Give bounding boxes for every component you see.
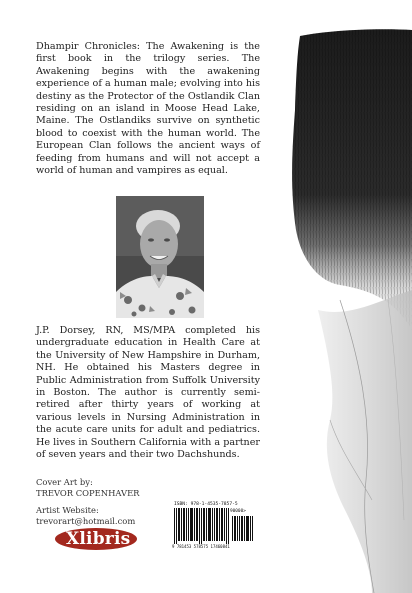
book-description: Dhampir Chronicles: The Awakening is the first book in the trilogy series. The Awakening begins with the awakening experience of a human male; evolving into his destiny as the Protector of the Ostlandik Clan residing on an island in Moose Head Lake, Maine. The Ostlandiks survive on synthetic blood to coexist with the human world. The European Clan follows the ancient ways of feeding from humans and will not accept a world of human and vampires as equal. bbox=[36, 41, 260, 177]
cover-credits bbox=[36, 477, 186, 526]
isbn-barcode bbox=[170, 500, 258, 550]
publisher-name: Xlibris bbox=[66, 529, 131, 549]
price-code: 90000> bbox=[230, 509, 246, 514]
barcode-icon bbox=[174, 508, 230, 544]
author-photo bbox=[116, 196, 204, 318]
author-biography: J.P. Dorsey, RN, MS/MPA completed his undergraduate education in Health Care at the University of New Hampshire in Durham, NH. He obtained his Masters degree in Public Administration from Suffolk University in Boston. The author is currently semi-retired after thirty years of working at various levels in Nursing Administration in the acute care units for adult and pediatrics. He lives in Southern California with a partner of seven years and their two Dachshunds. bbox=[36, 325, 260, 461]
barcode-digits: 9 781453 578575 17460841 bbox=[172, 544, 230, 549]
spacer bbox=[36, 498, 186, 505]
isbn-number: ISBN: 978-1-4535-7857-5 bbox=[174, 502, 238, 507]
cover-art-label: Cover Art by: bbox=[36, 477, 93, 487]
artist-website: trevorart@hotmail.com bbox=[36, 515, 136, 526]
artist-name: TREVOR COPENHAVER bbox=[36, 487, 140, 498]
addon-barcode-icon bbox=[232, 516, 254, 541]
author-portrait-icon bbox=[116, 196, 204, 318]
artist-website-label: Artist Website: bbox=[36, 505, 99, 516]
